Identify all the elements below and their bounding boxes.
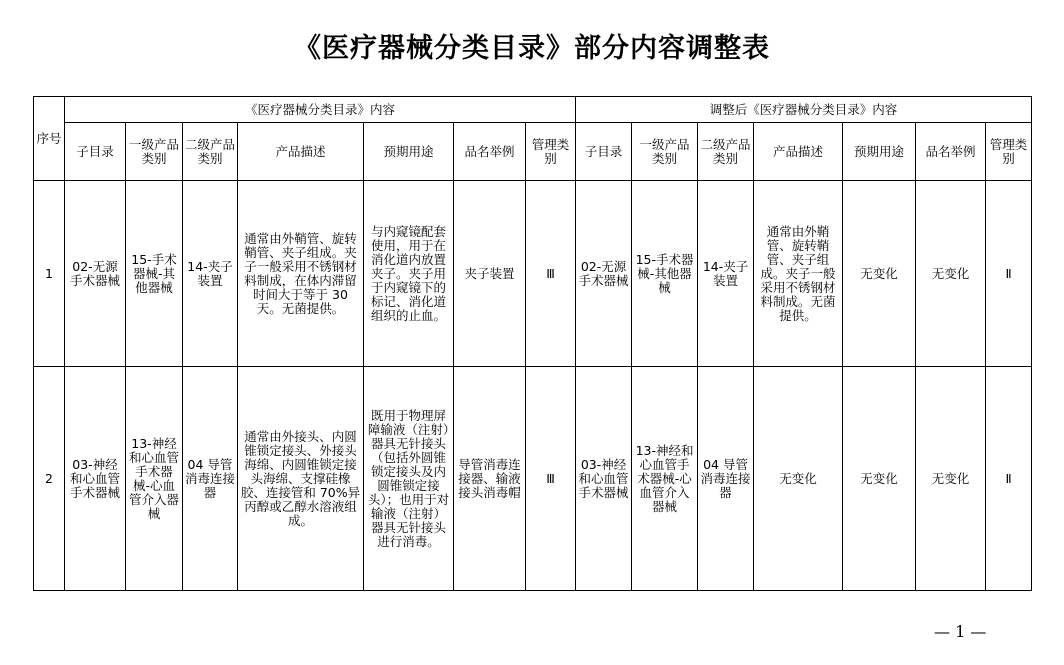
col-header-before: 一级产品类别 <box>126 123 183 181</box>
row-seq: 1 <box>34 181 65 367</box>
cell-product-examples: 导管消毒连接器、输液接头消毒帽 <box>454 367 526 591</box>
col-header-after: 管理类别 <box>986 123 1032 181</box>
cell-intended-use-after: 无变化 <box>843 181 916 367</box>
cell-management-class: Ⅲ <box>526 367 576 591</box>
cell-subdirectory: 03-神经和心血管手术器械 <box>65 367 126 591</box>
col-header-after: 品名举例 <box>916 123 986 181</box>
cell-intended-use-after: 无变化 <box>843 367 916 591</box>
document-title: 《医疗器械分类目录》部分内容调整表 <box>294 33 770 64</box>
cell-description-after: 无变化 <box>754 367 843 591</box>
row-seq: 2 <box>34 367 65 591</box>
col-header-before: 管理类别 <box>526 123 576 181</box>
col-header-before: 二级产品类别 <box>183 123 238 181</box>
cell-intended-use: 与内窥镜配套使用，用于在消化道内放置夹子。夹子用于内窥镜下的标记、消化道组织的止血。 <box>364 181 454 367</box>
cell-subdirectory-after: 02-无源手术器械 <box>576 181 632 367</box>
col-header-after: 二级产品类别 <box>698 123 754 181</box>
seq-header: 序号 <box>34 97 65 181</box>
cell-management-class: Ⅲ <box>526 181 576 367</box>
cell-intended-use: 既用于物理屏障输液（注射）器具无针接头（包括外圆锥锁定接头及内圆锥锁定接头）；也用于对输液（注射）器具无针接头进行消毒。 <box>364 367 454 591</box>
cell-level2-category: 14-夹子装置 <box>183 181 238 367</box>
col-header-after: 一级产品类别 <box>632 123 698 181</box>
cell-level2-category-after: 14-夹子装置 <box>698 181 754 367</box>
cell-management-class-after: Ⅱ <box>986 181 1032 367</box>
cell-level1-category: 13-神经和心血管手术器械-心血管介入器械 <box>126 367 183 591</box>
table-row <box>34 367 1032 591</box>
table-row <box>34 181 1032 367</box>
cell-management-class-after: Ⅱ <box>986 367 1032 591</box>
cell-product-examples-after: 无变化 <box>916 367 986 591</box>
cell-level2-category-after: 04 导管消毒连接器 <box>698 367 754 591</box>
cell-subdirectory: 02-无源手术器械 <box>65 181 126 367</box>
cell-level2-category: 04 导管消毒连接器 <box>183 367 238 591</box>
cell-product-examples: 夹子装置 <box>454 181 526 367</box>
group-header-before: 《医疗器械分类目录》内容 <box>65 97 576 123</box>
cell-product-examples-after: 无变化 <box>916 181 986 367</box>
page-number: — 1 — <box>934 622 987 641</box>
col-header-after: 产品描述 <box>754 123 843 181</box>
col-header-after: 子目录 <box>576 123 632 181</box>
cell-description-after: 通常由外鞘管、旋转鞘管、夹子组成。夹子一般采用不锈钢材料制成。无菌提供。 <box>754 181 843 367</box>
cell-subdirectory-after: 03-神经和心血管手术器械 <box>576 367 632 591</box>
group-header-after: 调整后《医疗器械分类目录》内容 <box>576 97 1032 123</box>
cell-level1-category-after: 13-神经和心血管手术器械-心血管介入器械 <box>632 367 698 591</box>
col-header-before: 品名举例 <box>454 123 526 181</box>
group-header-row <box>34 97 1032 123</box>
col-header-before: 产品描述 <box>238 123 364 181</box>
cell-level1-category: 15-手术器械-其他器械 <box>126 181 183 367</box>
adjustment-table <box>33 96 1032 591</box>
col-header-after: 预期用途 <box>843 123 916 181</box>
cell-description: 通常由外接头、内圆锥锁定接头、外接头海绵、内圆锥锁定接头海绵、支撑硅橡胶、连接管和 70%异丙醇或乙醇水溶液组成。 <box>238 367 364 591</box>
col-header-before: 预期用途 <box>364 123 454 181</box>
column-header-row <box>34 123 1032 181</box>
cell-description: 通常由外鞘管、旋转鞘管、夹子组成。夹子一般采用不锈钢材料制成，在体内滞留时间大于等于 30 天。无菌提供。 <box>238 181 364 367</box>
col-header-before: 子目录 <box>65 123 126 181</box>
cell-level1-category-after: 15-手术器械-其他器械 <box>632 181 698 367</box>
